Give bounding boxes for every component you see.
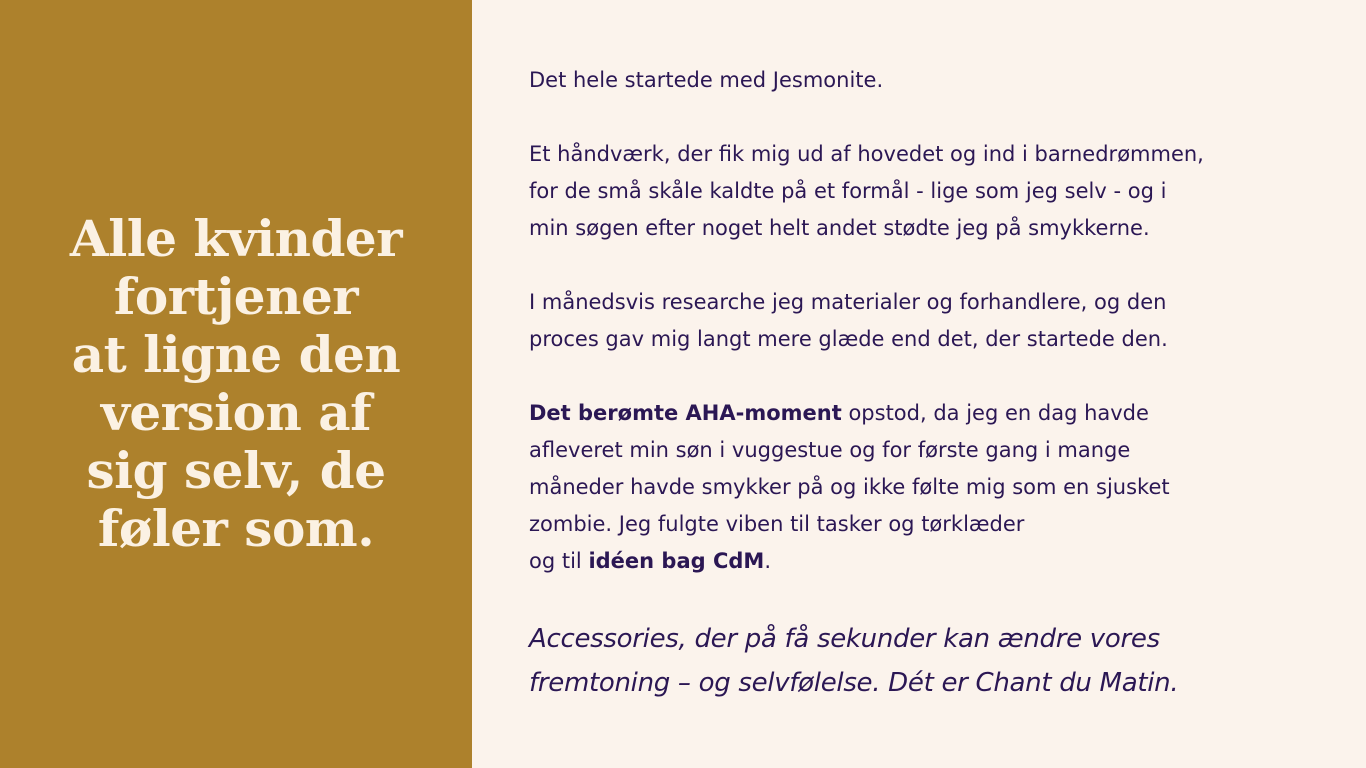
story-line [529,395,1329,432]
story-paragraph-intro [529,62,1329,99]
story-text: . [764,549,771,573]
aha-moment-emphasis: Det berømte AHA-moment [529,401,842,425]
headline [16,210,456,558]
story-paragraph-aha [529,395,1329,580]
idea-emphasis: idéen bag CdM [588,549,765,573]
headline-line: fortjener [113,267,359,326]
headline-panel [0,0,472,768]
headline-line: Alle kvinder [69,209,403,268]
brand-quote [529,617,1329,705]
story-line: måneder havde smykker på og ikke følte mig som en sjusket [529,475,1170,499]
story-line: Det hele startede med Jesmonite. [529,68,884,92]
story-panel [529,62,1329,705]
headline-line: at ligne den [71,325,401,384]
story-line: for de små skåle kaldte på et formål - lige som jeg selv - og i [529,179,1167,203]
headline-line: version af [100,383,372,442]
headline-line: føler som. [97,499,375,558]
quote-line: Accessories, der på få sekunder kan ændre vores [529,624,1160,654]
story-line: afleveret min søn i vuggestue og for første gang i mange [529,438,1131,462]
story-text: opstod, da jeg en dag havde [841,401,1149,425]
story-line: zombie. Jeg fulgte viben til tasker og tørklæder [529,512,1025,536]
story-line: Et håndværk, der fik mig ud af hovedet og ind i barnedrømmen, [529,142,1204,166]
story-line: I månedsvis researche jeg materialer og forhandlere, og den [529,290,1167,314]
story-line [529,543,1329,580]
story-paragraph-craft [529,136,1329,247]
story-paragraph-research [529,284,1329,358]
story-line: proces gav mig langt mere glæde end det, der startede den. [529,327,1168,351]
headline-line: sig selv, de [86,441,386,500]
story-line: min søgen efter noget helt andet stødte jeg på smykkerne. [529,216,1150,240]
quote-line: fremtoning – og selvfølelse. Dét er Chant du Matin. [529,668,1179,698]
story-text: og til [529,549,589,573]
